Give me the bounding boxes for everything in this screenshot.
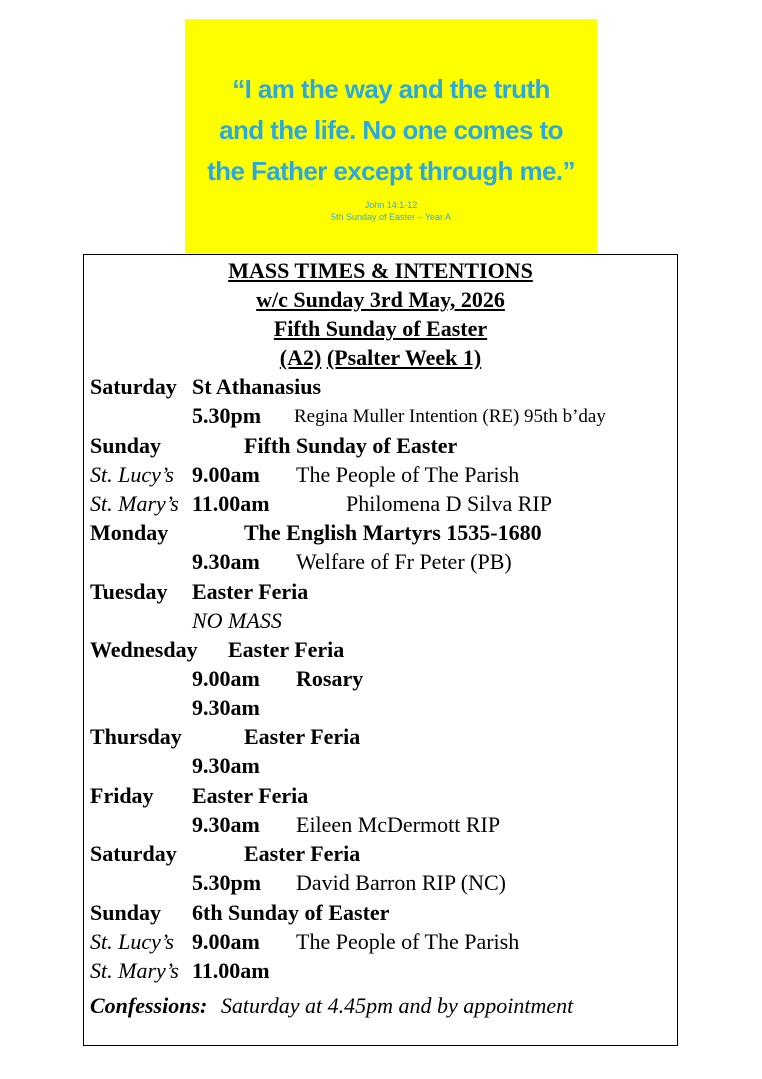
feast-label: Easter Feria: [192, 579, 309, 604]
psalter-week: (Psalter Week 1): [326, 345, 482, 370]
mass-intention: The People of The Parish: [296, 462, 520, 487]
quote-line: “I am the way and the truth: [232, 74, 550, 104]
church-label: St. Mary’s: [90, 958, 179, 983]
scripture-banner: [185, 19, 597, 253]
scripture-reference: John 14:1-12: [364, 200, 418, 210]
feast-label: Fifth Sunday of Easter: [244, 433, 458, 458]
day-label: Sunday: [90, 900, 161, 925]
mass-time: 9.00am: [192, 666, 260, 691]
day-label: Tuesday: [90, 579, 168, 604]
mass-time: 5.30pm: [192, 870, 262, 895]
confessions-line: [90, 993, 573, 1019]
scripture-quote: [185, 69, 597, 192]
church-label: St. Lucy’s: [90, 462, 174, 487]
church-label: St. Lucy’s: [90, 929, 174, 954]
mass-intention: Regina Muller Intention (RE) 95th b’day: [294, 406, 606, 427]
day-label: Saturday: [90, 374, 177, 399]
day-label: Thursday: [90, 724, 182, 749]
scripture-citation: [185, 199, 597, 223]
quote-line: the Father except through me.”: [207, 156, 575, 186]
cycle-heading: [84, 345, 677, 371]
no-mass-note: NO MASS: [192, 608, 282, 633]
mass-time: 9.30am: [192, 812, 260, 837]
feast-label: Easter Feria: [244, 841, 361, 866]
page-title: MASS TIMES & INTENTIONS: [228, 258, 533, 283]
feast-label: The English Martyrs 1535-1680: [244, 520, 542, 545]
day-label: Wednesday: [90, 637, 198, 662]
feast-label: Easter Feria: [192, 783, 309, 808]
mass-intention: Rosary: [296, 666, 364, 691]
mass-time: 9.30am: [192, 753, 260, 778]
feast-label: Easter Feria: [228, 637, 345, 662]
mass-time: 11.00am: [192, 958, 270, 983]
feast-heading: Fifth Sunday of Easter: [273, 316, 488, 341]
liturgical-occasion: 5th Sunday of Easter – Year A: [330, 212, 452, 222]
day-label: Saturday: [90, 841, 177, 866]
mass-intention: Philomena D Silva RIP: [346, 491, 552, 516]
day-label: Friday: [90, 783, 154, 808]
confessions-text: Saturday at 4.45pm and by appointment: [220, 993, 574, 1018]
mass-intention: Welfare of Fr Peter (PB): [296, 549, 512, 574]
mass-time: 9.30am: [192, 695, 260, 720]
mass-time: 9.30am: [192, 549, 260, 574]
mass-intention: David Barron RIP (NC): [296, 870, 506, 895]
church-label: St. Mary’s: [90, 491, 179, 516]
mass-time: 9.00am: [192, 929, 260, 954]
day-label: Sunday: [90, 433, 161, 458]
feast-label: Easter Feria: [244, 724, 361, 749]
week-commencing: w/c Sunday 3rd May, 2026: [256, 287, 505, 312]
mass-time: 5.30pm: [192, 403, 262, 428]
day-label: Monday: [90, 520, 169, 545]
confessions-label: Confessions:: [90, 993, 208, 1018]
cycle-year: (A2): [279, 345, 322, 370]
feast-label: 6th Sunday of Easter: [192, 900, 390, 925]
feast-label: St Athanasius: [192, 374, 322, 399]
quote-line: and the life. No one comes to: [219, 115, 563, 145]
mass-intention: The People of The Parish: [296, 929, 520, 954]
mass-time: 11.00am: [192, 491, 270, 516]
mass-time: 9.00am: [192, 462, 260, 487]
mass-intention: Eileen McDermott RIP: [296, 812, 501, 837]
mass-times-box: [83, 254, 678, 1046]
